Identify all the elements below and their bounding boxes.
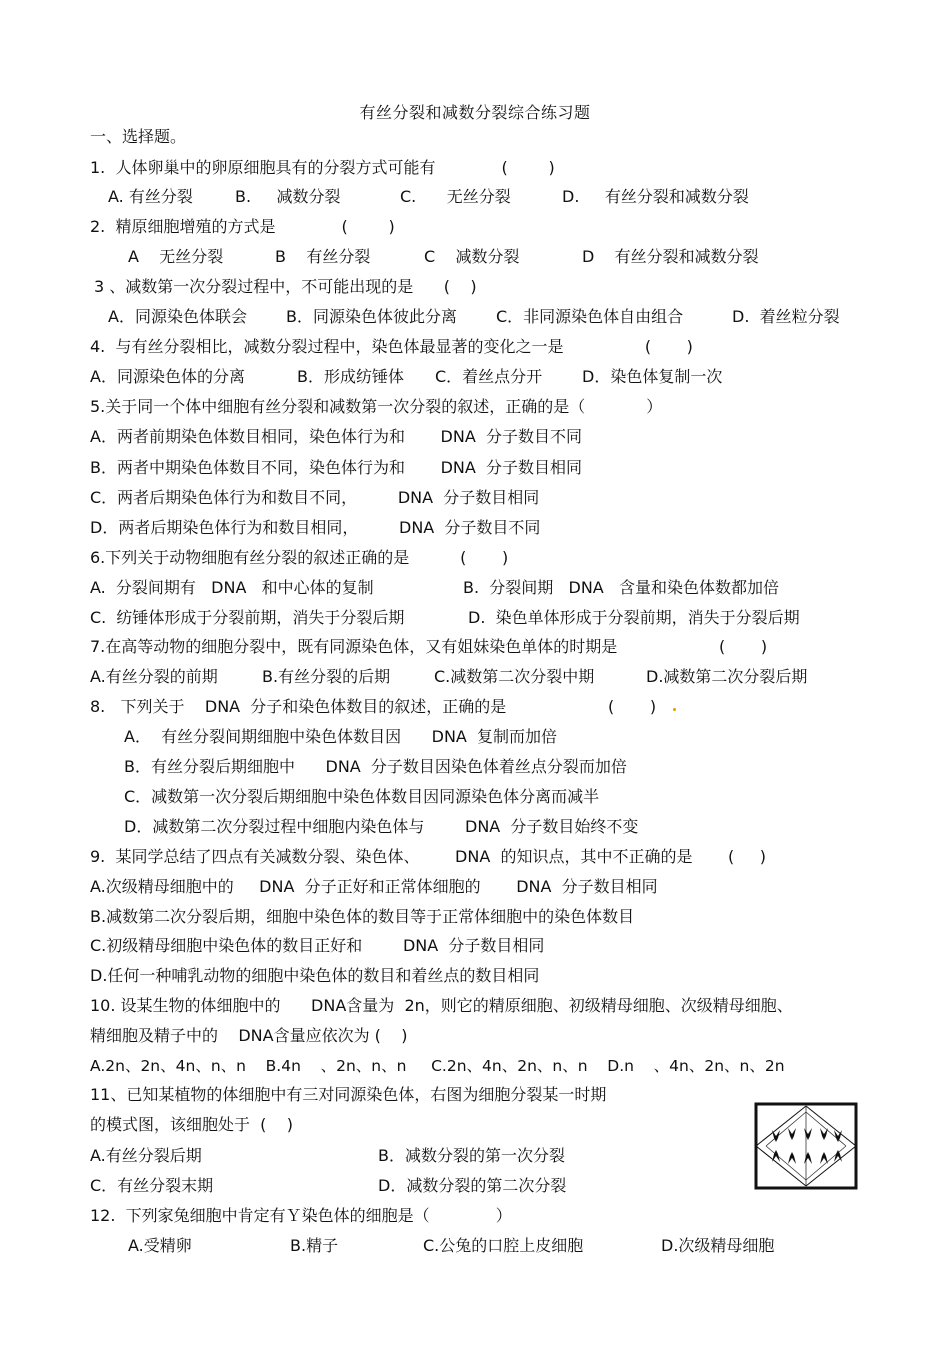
question-3-option-d: D. 着丝粒分裂 xyxy=(732,307,840,326)
question-6-option-a: A. 分裂间期有 DNA 和中心体的复制 xyxy=(90,578,374,597)
question-5-option-c: C．两者后期染色体行为和数目不同， DNA 分子数目相同 xyxy=(90,488,540,507)
question-3-option-c: C．非同源染色体自由组合 xyxy=(496,307,684,326)
question-1-option-c: C. 无丝分裂 xyxy=(400,187,511,206)
question-8-option-b: B．有丝分裂后期细胞中 DNA 分子数目因染色体着丝点分裂而加倍 xyxy=(124,757,627,776)
question-12-option-d: D.次级精母细胞 xyxy=(661,1236,775,1255)
question-4-option-b: B．形成纺锤体 xyxy=(297,367,404,386)
question-7-option-c: C.减数第二次分裂中期 xyxy=(434,667,595,686)
question-4-option-d: D．染色体复制一次 xyxy=(582,367,723,386)
question-10-stem-line-2: 精细胞及精子中的 DNA含量应依次为 ( ) xyxy=(90,1026,408,1045)
question-2-option-b: B 有丝分裂 xyxy=(275,247,371,266)
question-2-stem: 2. 精原细胞增殖的方式是 ( ) xyxy=(90,217,395,236)
question-1-stem: 1. 人体卵巢中的卵原细胞具有的分裂方式可能有 ( ) xyxy=(90,158,555,177)
question-4-stem: 4. 与有丝分裂相比，减数分裂过程中，染色体最显著的变化之一是 ( ) xyxy=(90,337,693,356)
question-11-option-c: C．有丝分裂末期 xyxy=(90,1176,214,1195)
question-3-option-b: B．同源染色体彼此分离 xyxy=(286,307,457,326)
question-7-option-b: B.有丝分裂的后期 xyxy=(262,667,391,686)
question-12-option-a: A.受精卵 xyxy=(128,1236,192,1255)
question-2-option-d: D 有丝分裂和减数分裂 xyxy=(582,247,759,266)
question-5-option-d: D．两者后期染色体行为和数目相同， DNA 分子数目不同 xyxy=(90,518,541,537)
question-9-option-b: B.减数第二次分裂后期，细胞中染色体的数目等于正常体细胞中的染色体数目 xyxy=(90,907,635,926)
question-9-option-c: C.初级精母细胞中染色体的数目正好和 DNA 分子数目相同 xyxy=(90,936,545,955)
cell-division-diagram xyxy=(752,1100,860,1192)
question-11-option-b: B．减数分裂的第一次分裂 xyxy=(378,1146,565,1165)
question-5-option-a: A．两者前期染色体数目相同，染色体行为和 DNA 分子数目不同 xyxy=(90,427,582,446)
question-9-option-d: D.任何一种哺乳动物的细胞中染色体的数目和着丝点的数目相同 xyxy=(90,966,540,985)
question-6-stem: 6.下列关于动物细胞有丝分裂的叙述正确的是 ( ) xyxy=(90,548,509,567)
question-9-stem: 9. 某同学总结了四点有关减数分裂、染色体、 DNA 的知识点，其中不正确的是 ( ) xyxy=(90,847,766,866)
question-11-stem-line-1: 11、已知某植物的体细胞中有三对同源染色体，右图为细胞分裂某一时期 xyxy=(90,1085,607,1104)
question-8-stem: 8. 下列关于 DNA 分子和染色体数目的叙述，正确的是 ( ) xyxy=(90,697,657,716)
question-2-option-a: A 无丝分裂 xyxy=(128,247,224,266)
question-11-option-d: D．减数分裂的第二次分裂 xyxy=(378,1176,567,1195)
question-12-stem: 12. 下列家兔细胞中肯定有Ｙ染色体的细胞是（ ） xyxy=(90,1206,512,1225)
question-11-stem-line-2: 的模式图，该细胞处于 ( ) xyxy=(90,1115,294,1134)
question-2-option-c: C 减数分裂 xyxy=(424,247,520,266)
question-5-stem: 5.关于同一个体中细胞有丝分裂和减数第一次分裂的叙述，正确的是（ ） xyxy=(90,397,663,416)
question-5-option-b: B．两者中期染色体数目不同，染色体行为和 DNA 分子数目相同 xyxy=(90,458,582,477)
question-1-option-d: D. 有丝分裂和减数分裂 xyxy=(562,187,749,206)
question-6-option-d: D. 染色单体形成于分裂前期，消失于分裂后期 xyxy=(468,608,800,627)
question-4-option-a: A．同源染色体的分离 xyxy=(90,367,245,386)
question-1-option-b: B. 减数分裂 xyxy=(235,187,341,206)
question-12-option-c: C.公兔的口腔上皮细胞 xyxy=(423,1236,584,1255)
question-6-option-b: B. 分裂间期 DNA 含量和染色体数都加倍 xyxy=(463,578,779,597)
question-9-option-a: A.次级精母细胞中的 DNA 分子正好和正常体细胞的 DNA 分子数目相同 xyxy=(90,877,658,896)
question-7-stem: 7.在高等动物的细胞分裂中，既有同源染色体，又有姐妹染色单体的时期是 ( ) xyxy=(90,637,768,656)
question-4-option-c: C．着丝点分开 xyxy=(435,367,543,386)
question-1-option-a: A. 有丝分裂 xyxy=(108,187,193,206)
stray-mark xyxy=(673,708,676,711)
question-3-option-a: A．同源染色体联会 xyxy=(108,307,247,326)
section-heading: 一、选择题。 xyxy=(90,127,187,146)
question-10-options: A.2n、2n、4n、n、n B.4n 、2n、n、n C.2n、4n、2n、n、n D.n 、4n、2n、n、2n xyxy=(90,1057,785,1075)
question-11-option-a: A.有丝分裂后期 xyxy=(90,1146,202,1165)
question-3-stem: 3 、减数第一次分裂过程中，不可能出现的是 ( ) xyxy=(94,277,477,296)
question-10-stem-line-1: 10. 设某生物的体细胞中的 DNA含量为 2n，则它的精原细胞、初级精母细胞、次级精母细胞、 xyxy=(90,996,793,1015)
page-title: 有丝分裂和减数分裂综合练习题 xyxy=(359,103,591,122)
question-8-option-c: C．减数第一次分裂后期细胞中染色体数目因同源染色体分离而减半 xyxy=(124,787,600,806)
question-12-option-b: B.精子 xyxy=(290,1236,339,1255)
question-8-option-a: A． 有丝分裂间期细胞中染色体数目因 DNA 复制而加倍 xyxy=(124,727,558,746)
question-7-option-a: A.有丝分裂的前期 xyxy=(90,667,218,686)
question-7-option-d: D.减数第二次分裂后期 xyxy=(646,667,808,686)
question-6-option-c: C. 纺锤体形成于分裂前期，消失于分裂后期 xyxy=(90,608,405,627)
question-8-option-d: D．减数第二次分裂过程中细胞内染色体与 DNA 分子数目始终不变 xyxy=(124,817,639,836)
